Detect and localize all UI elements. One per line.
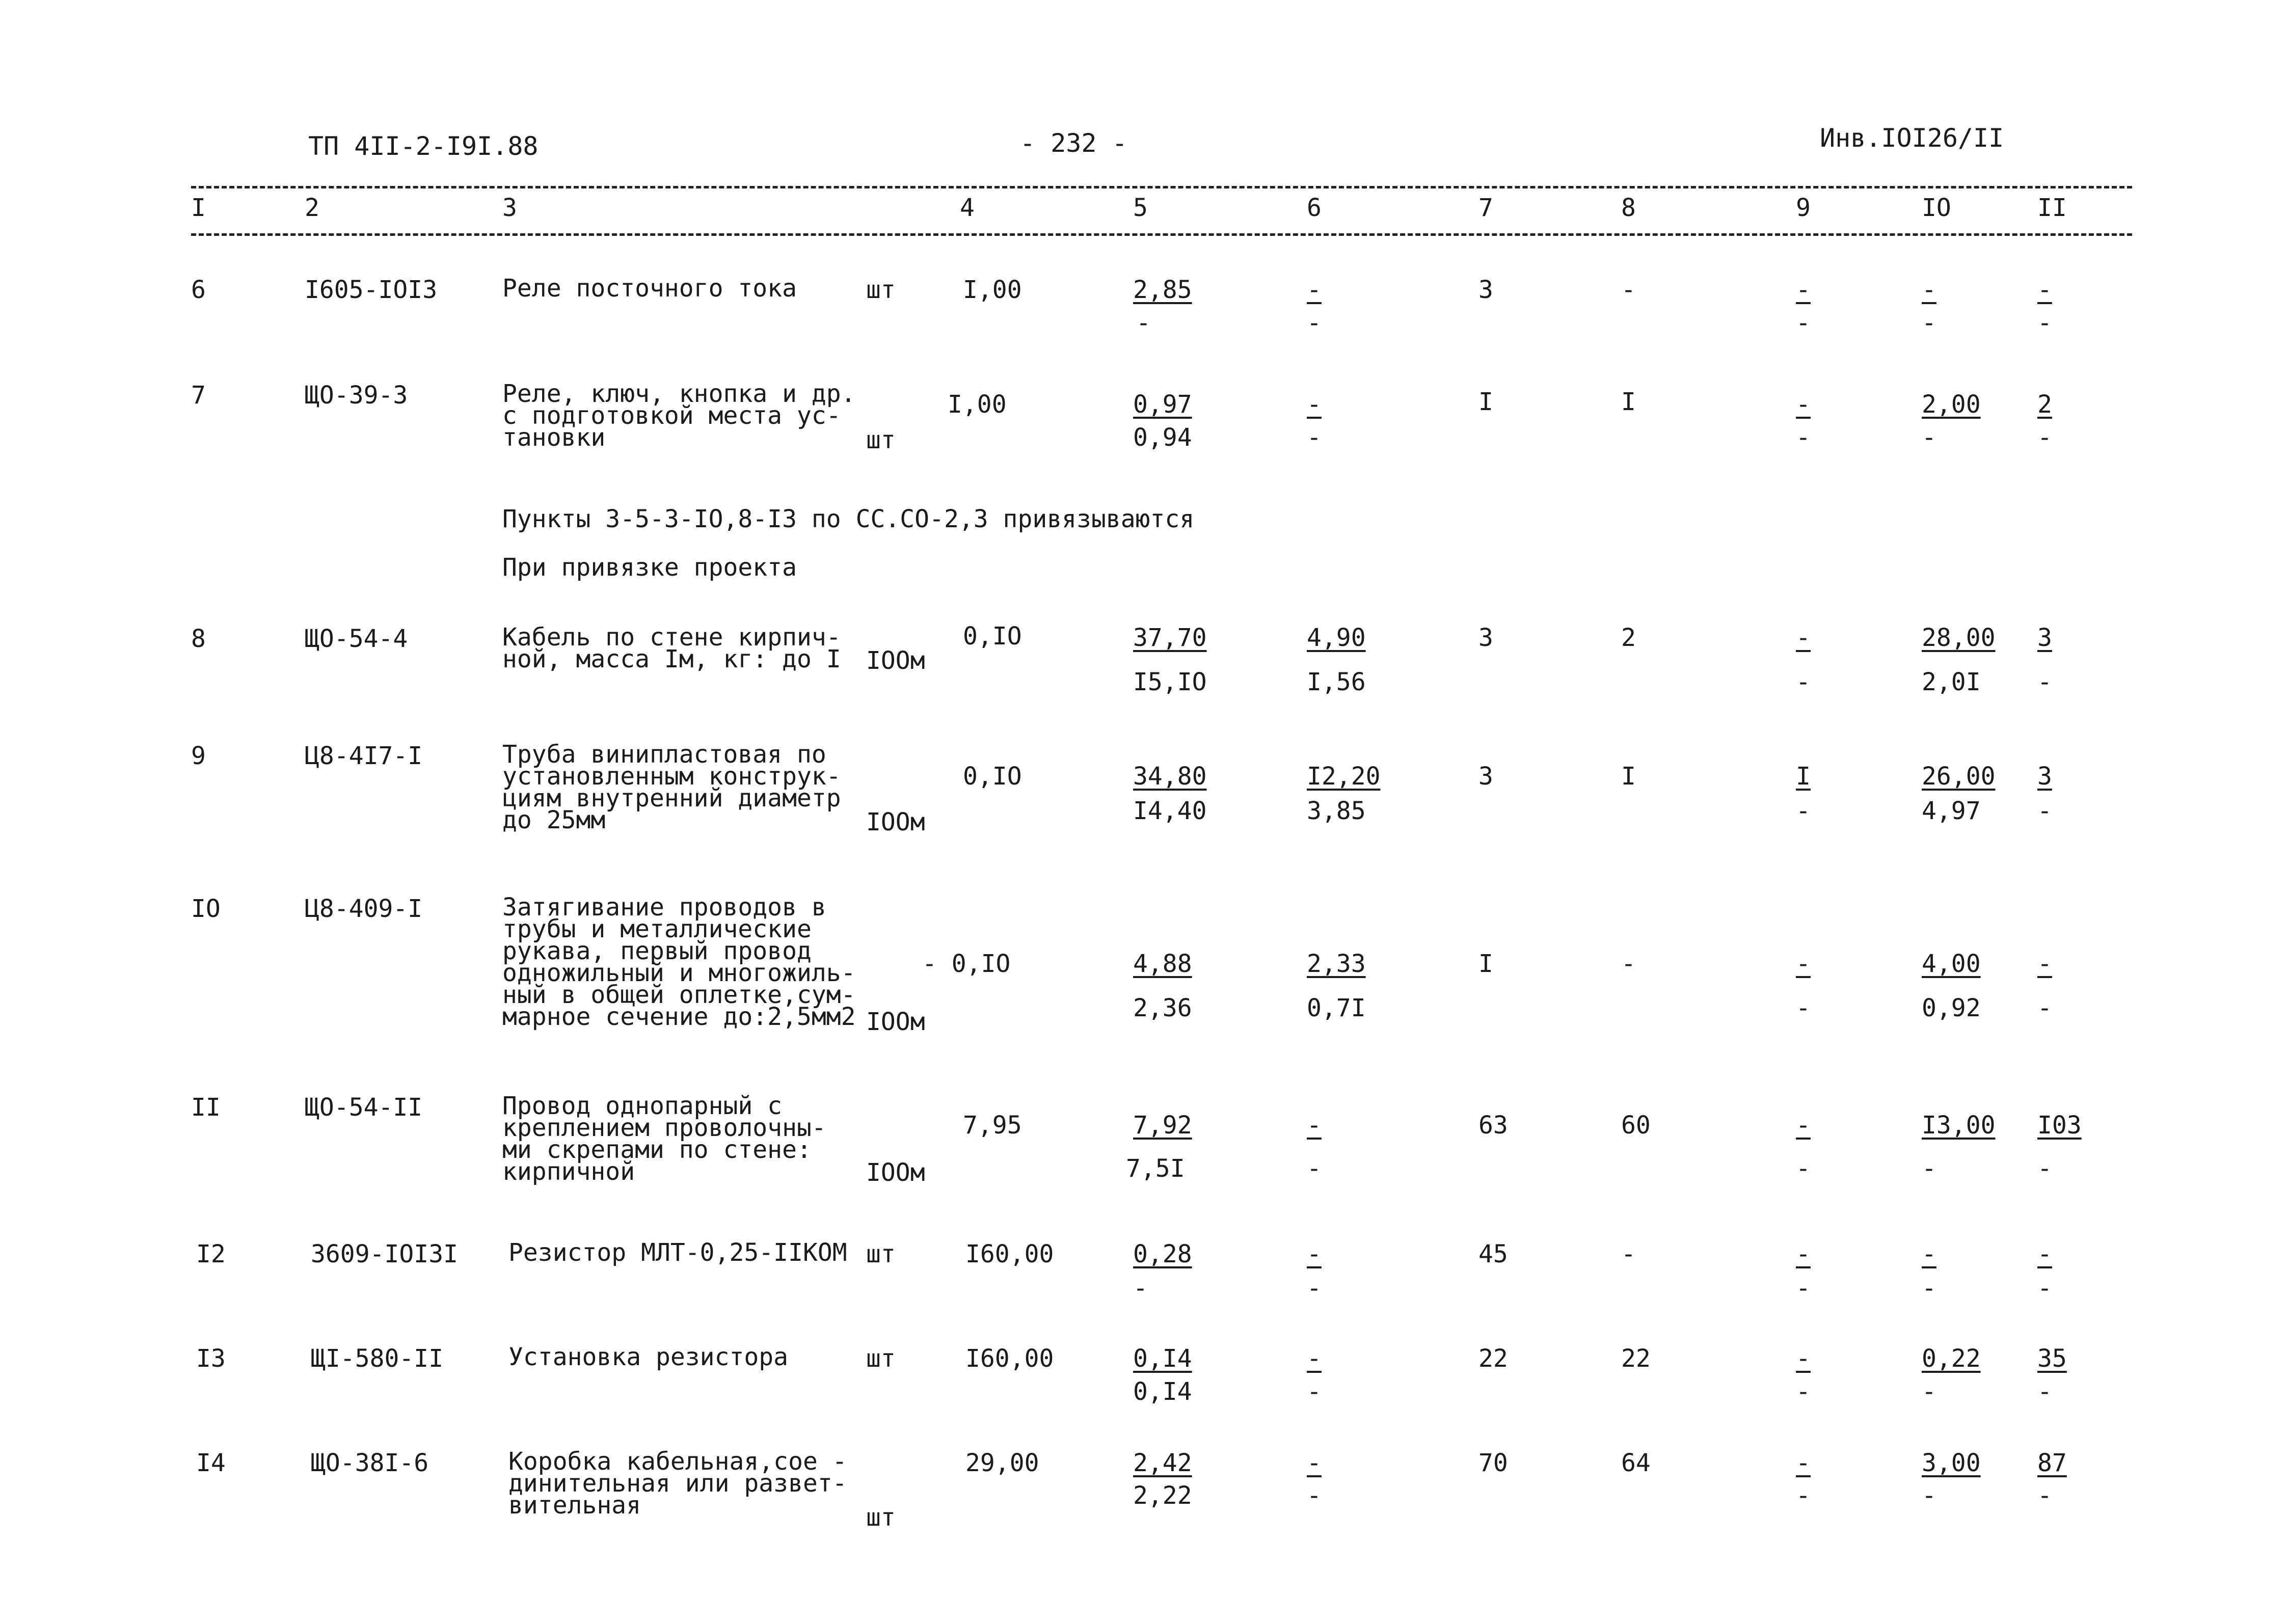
col5-bottom: I4,40	[1133, 797, 1207, 825]
column-header-4: 4	[960, 194, 975, 222]
col8: -	[1621, 276, 1636, 304]
column-header-5: 5	[1133, 194, 1148, 222]
note-binding: Пункты 3-5-3-IO,8-I3 по СС.СО-2,3 привязываются	[502, 505, 1195, 533]
col11-bottom: -	[2037, 797, 2052, 825]
header-top-rule	[191, 186, 2132, 188]
col8: 2	[1621, 624, 1636, 652]
col6-bottom: 3,85	[1307, 797, 1366, 825]
col10-bottom: 0,92	[1922, 994, 1981, 1022]
row-number: II	[191, 1093, 221, 1122]
col5-top: 0,I4	[1133, 1344, 1192, 1373]
row-name: Коробка кабельная,сое - динительная или развет- вительная	[508, 1447, 847, 1520]
row-quantity: I,00	[948, 390, 1007, 419]
col9-top: -	[1796, 1240, 1811, 1268]
row-quantity: I60,00	[965, 1344, 1054, 1373]
col9-bottom: -	[1796, 1274, 1811, 1303]
row-code: ЩО-54-II	[305, 1093, 423, 1122]
col6-top: 4,90	[1307, 624, 1366, 652]
row-number: I2	[196, 1240, 226, 1268]
col11-top: I03	[2037, 1111, 2082, 1140]
col6-bottom: 0,7I	[1307, 994, 1366, 1022]
row-code: Ц8-409-I	[305, 895, 423, 923]
column-header-3: 3	[502, 194, 517, 222]
col6-top: -	[1307, 276, 1322, 304]
row-name: Реле, ключ, кнопка и др. с подготовкой места ус- тановки	[502, 380, 856, 452]
col9-top: -	[1796, 1111, 1811, 1140]
row-quantity: I60,00	[965, 1240, 1054, 1268]
row-code: ЩО-54-4	[305, 625, 408, 653]
col9-top: -	[1796, 950, 1811, 978]
col11-top: 2	[2037, 390, 2052, 419]
col8: -	[1621, 1240, 1636, 1268]
row-number: 7	[191, 381, 206, 410]
row-number: 8	[191, 625, 206, 653]
row-code: Ц8-4I7-I	[305, 742, 423, 770]
col6-bottom: -	[1307, 1274, 1322, 1303]
col11-bottom: -	[2037, 668, 2052, 696]
col5-top: 0,97	[1133, 390, 1192, 419]
col9-bottom: -	[1796, 1377, 1811, 1406]
col6-bottom: -	[1307, 423, 1322, 452]
inventory-number: Инв.IOI26/II	[1820, 123, 2004, 153]
column-header-10: IO	[1922, 194, 1951, 222]
col10-top: 2,00	[1922, 390, 1981, 419]
row-unit: шт	[866, 1240, 896, 1268]
col11-bottom: -	[2037, 1274, 2052, 1303]
column-header-9: 9	[1796, 194, 1811, 222]
col6-bottom: -	[1307, 1377, 1322, 1406]
col5-bottom: 0,94	[1133, 423, 1192, 452]
col9-top: -	[1796, 1344, 1811, 1373]
column-header-8: 8	[1621, 194, 1636, 222]
col9-bottom: -	[1796, 668, 1811, 696]
col11-bottom: -	[2037, 423, 2052, 452]
col11-top: 35	[2037, 1344, 2067, 1373]
col11-top: -	[2037, 276, 2052, 304]
row-name: Труба винипластовая по установленным конструк- циям внутренний диаметр до 25мм	[502, 740, 841, 834]
col6-bottom: I,56	[1307, 668, 1366, 696]
col10-bottom: -	[1922, 1154, 1936, 1183]
col10-top: 26,00	[1922, 762, 1996, 791]
col9-bottom: -	[1796, 309, 1811, 337]
col9-top: I	[1796, 762, 1811, 791]
col5-bottom: -	[1133, 1274, 1148, 1303]
col8: I	[1621, 762, 1636, 791]
row-number: IO	[191, 895, 221, 923]
col10-top: -	[1922, 276, 1936, 304]
col5-top: 37,70	[1133, 624, 1207, 652]
col11-bottom: -	[2037, 994, 2052, 1022]
col5-top: 2,85	[1133, 276, 1192, 304]
doc-code: ТП 4II-2-I9I.88	[308, 131, 539, 161]
column-header-1: I	[191, 194, 206, 222]
col6-bottom: -	[1307, 1154, 1322, 1183]
col5-bottom: -	[1136, 309, 1151, 337]
row-unit: IOOм	[866, 808, 925, 836]
col7: 3	[1478, 624, 1493, 652]
col10-top: 28,00	[1922, 624, 1996, 652]
col10-top: 4,00	[1922, 950, 1981, 978]
col8: 22	[1621, 1344, 1651, 1373]
column-header-6: 6	[1307, 194, 1322, 222]
row-unit: IOOм	[866, 646, 925, 675]
col9-bottom: -	[1796, 423, 1811, 452]
row-code: I605-IOI3	[305, 276, 438, 304]
col7: 63	[1478, 1111, 1508, 1140]
row-quantity: 7,95	[963, 1111, 1022, 1140]
row-number: 9	[191, 742, 206, 770]
col10-top: -	[1922, 1240, 1936, 1268]
col11-top: 87	[2037, 1449, 2067, 1477]
col5-top: 4,88	[1133, 950, 1192, 978]
row-unit: IOOм	[866, 1008, 925, 1036]
row-number: 6	[191, 276, 206, 304]
col5-top: 34,80	[1133, 762, 1207, 791]
col6-bottom: -	[1307, 1481, 1322, 1510]
header-bottom-rule	[191, 233, 2132, 236]
col9-top: -	[1796, 390, 1811, 419]
row-number: I4	[196, 1449, 226, 1477]
col7: 22	[1478, 1344, 1508, 1373]
col6-top: -	[1307, 390, 1322, 419]
row-unit: IOOм	[866, 1158, 925, 1187]
col6-top: I2,20	[1307, 762, 1381, 791]
row-name: Реле посточного тока	[502, 274, 797, 303]
row-unit: шт	[866, 276, 896, 304]
row-unit: шт	[866, 1503, 896, 1532]
col9-bottom: -	[1796, 797, 1811, 825]
col8: 60	[1621, 1111, 1651, 1140]
row-code: 3609-IOI3I	[311, 1240, 458, 1268]
col7: I	[1478, 388, 1493, 416]
col6-bottom: -	[1307, 309, 1322, 337]
col11-bottom: -	[2037, 1154, 2052, 1183]
col11-bottom: -	[2037, 309, 2052, 337]
col9-bottom: -	[1796, 994, 1811, 1022]
row-quantity: I,00	[963, 276, 1022, 304]
row-name: Затягивание проводов в трубы и металлические рукава, первый провод одножильный и многожиль- ный в общей оплетке,сум- марное сечение до:2,5мм2	[502, 893, 856, 1031]
col8: 64	[1621, 1449, 1651, 1477]
col8: I	[1621, 388, 1636, 416]
row-quantity: 29,00	[965, 1449, 1039, 1477]
col8: -	[1621, 950, 1636, 978]
col11-top: -	[2037, 1240, 2052, 1268]
col5-top: 0,28	[1133, 1240, 1192, 1268]
col9-bottom: -	[1796, 1481, 1811, 1510]
row-number: I3	[196, 1344, 226, 1373]
column-header-7: 7	[1478, 194, 1493, 222]
row-code: ЩО-38I-6	[311, 1449, 429, 1477]
col10-top: 3,00	[1922, 1449, 1981, 1477]
col11-top: 3	[2037, 624, 2052, 652]
row-name: Резистор МЛТ-0,25-IIКОМ	[508, 1238, 847, 1267]
col5-bottom: I5,IO	[1133, 668, 1207, 696]
col7: 70	[1478, 1449, 1508, 1477]
col11-top: -	[2037, 950, 2052, 978]
row-name: Кабель по стене кирпич- ной, масса Iм, кг: до I	[502, 623, 841, 673]
row-quantity: 0,IO	[963, 622, 1022, 651]
note-project: При привязке проекта	[502, 553, 797, 582]
col5-top: 7,92	[1133, 1111, 1192, 1140]
col5-bottom: 0,I4	[1133, 1377, 1192, 1406]
col7: 3	[1478, 762, 1493, 791]
row-unit: шт	[866, 426, 896, 454]
col10-bottom: -	[1922, 423, 1936, 452]
col7: 45	[1478, 1240, 1508, 1268]
col10-bottom: 4,97	[1922, 797, 1981, 825]
col6-top: -	[1307, 1449, 1322, 1477]
col11-bottom: -	[2037, 1377, 2052, 1406]
col6-top: -	[1307, 1240, 1322, 1268]
col5-top: 2,42	[1133, 1449, 1192, 1477]
col7: 3	[1478, 276, 1493, 304]
col10-bottom: -	[1922, 309, 1936, 337]
column-header-11: II	[2037, 194, 2067, 222]
column-header-2: 2	[305, 194, 319, 222]
col9-top: -	[1796, 276, 1811, 304]
row-quantity: - 0,IO	[922, 950, 1011, 978]
col6-top: 2,33	[1307, 950, 1366, 978]
col5-bottom: 2,36	[1133, 994, 1192, 1022]
col11-bottom: -	[2037, 1481, 2052, 1510]
col10-top: 0,22	[1922, 1344, 1981, 1373]
col6-top: -	[1307, 1344, 1322, 1373]
col10-bottom: -	[1922, 1274, 1936, 1303]
col10-bottom: 2,0I	[1922, 668, 1981, 696]
col10-top: I3,00	[1922, 1111, 1996, 1140]
row-name: Установка резистора	[508, 1343, 789, 1371]
col11-top: 3	[2037, 762, 2052, 791]
col6-top: -	[1307, 1111, 1322, 1140]
row-code: ЩI-580-II	[311, 1344, 444, 1373]
col10-bottom: -	[1922, 1481, 1936, 1510]
row-unit: шт	[866, 1344, 896, 1373]
row-name: Провод однопарный с креплением проволочны- ми скрепами по стене: кирпичной	[502, 1092, 826, 1186]
col9-top: -	[1796, 1449, 1811, 1477]
col5-bottom: 7,5I	[1126, 1154, 1185, 1183]
col7: I	[1478, 950, 1493, 978]
row-quantity: 0,IO	[963, 762, 1022, 791]
col10-bottom: -	[1922, 1377, 1936, 1406]
col5-bottom: 2,22	[1133, 1481, 1192, 1510]
col9-top: -	[1796, 624, 1811, 652]
page-number: - 232 -	[1020, 128, 1127, 158]
col9-bottom: -	[1796, 1154, 1811, 1183]
row-code: ЩО-39-3	[305, 381, 408, 410]
